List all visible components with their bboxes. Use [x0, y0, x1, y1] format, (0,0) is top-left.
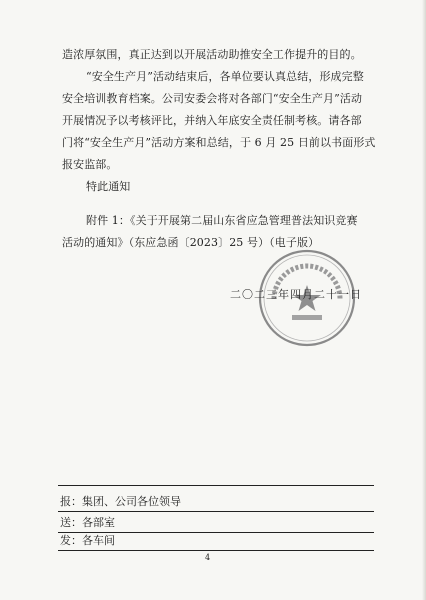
scan-edge-shadow [422, 0, 426, 600]
divider-top [58, 485, 374, 486]
distribution-issue: 发：各车间 [60, 534, 115, 547]
attachment-line-1: 附件 1：《关于开展第二届山东省应急管理普法知识竞赛 [86, 214, 358, 227]
body-line-6: 报安监部。 [62, 158, 118, 171]
signature-date: 二〇二三年四月二十一日 [230, 288, 362, 301]
body-line-4: 开展情况予以考核评比，并纳入年底安全责任制考核。请各部 [62, 114, 362, 127]
attachment-line-2: 活动的通知》（东应急函〔2023〕25 号）（电子版） [62, 236, 320, 249]
body-line-5: 门将“安全生产月”活动方案和总结，于 6 月 25 日前以书面形式 [62, 136, 376, 149]
distribution-send: 送：各部室 [60, 516, 115, 529]
body-line-2: “安全生产月”活动结束后，各单位要认真总结，形成完整 [86, 70, 364, 83]
closing-phrase: 特此通知 [86, 180, 131, 193]
divider-2 [58, 532, 374, 533]
distribution-report: 报：集团、公司各位领导 [60, 495, 181, 508]
divider-1 [58, 511, 374, 512]
divider-bottom [58, 550, 374, 551]
body-line-1: 造浓厚氛围，真正达到以开展活动助推安全工作提升的目的。 [62, 48, 362, 61]
page-number: 4 [205, 553, 211, 562]
body-line-3: 安全培训教育档案。公司安委会将对各部门“安全生产月”活动 [62, 92, 363, 105]
